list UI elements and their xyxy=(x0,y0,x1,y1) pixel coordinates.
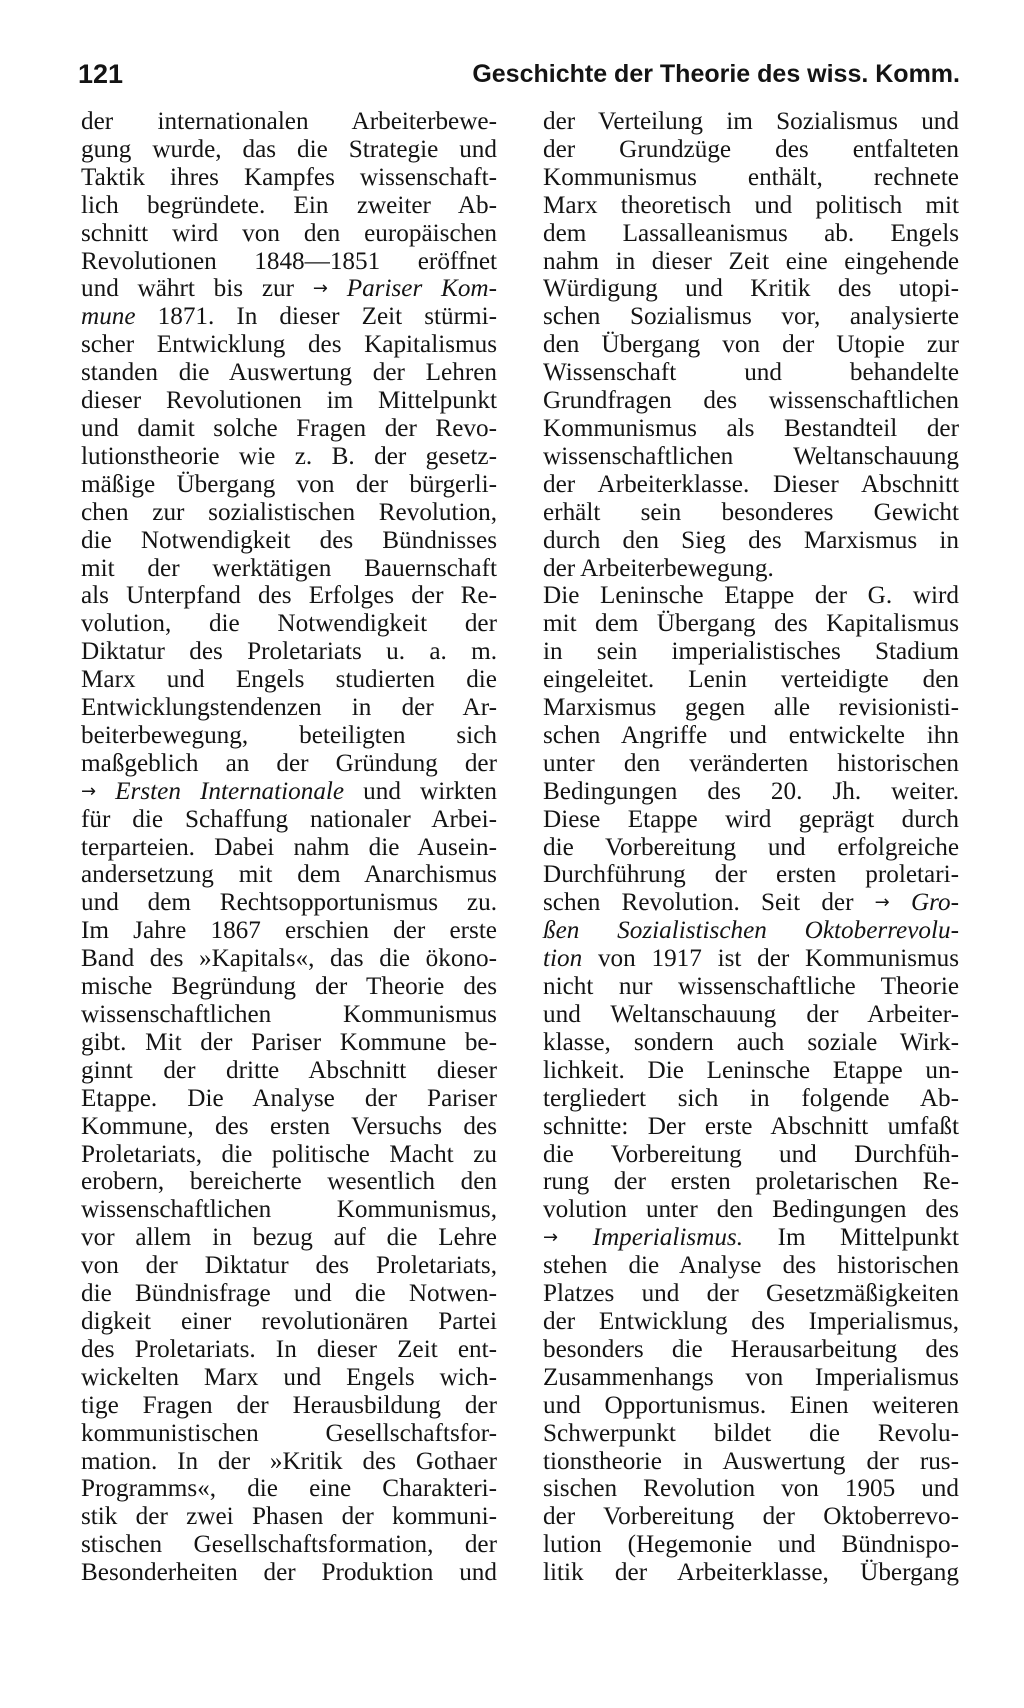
text-line: lichkeit. Die Leninsche Etappe un- xyxy=(543,1056,959,1084)
text-line: Bedingungen des 20. Jh. weiter. xyxy=(543,777,959,805)
text-line: kommunistischen Gesellschaftsfor- xyxy=(81,1419,497,1447)
text-line: Diese Etappe wird geprägt durch xyxy=(543,805,959,833)
text-line: der internationalen Arbeiterbewe- xyxy=(81,108,497,135)
text-line: die Notwendigkeit des Bündnisses xyxy=(81,526,497,554)
text-line: schen Sozialismus vor, analysierte xyxy=(543,303,959,331)
text-line: Taktik ihres Kampfes wissenschaft- xyxy=(81,163,497,191)
text-line: Marxismus gegen alle revisionisti- xyxy=(543,694,959,722)
text-line: lution (Hegemonie und Bündnispo- xyxy=(543,1531,959,1559)
text-line: wickelten Marx und Engels wich- xyxy=(81,1363,497,1391)
text-line: klasse, sondern auch soziale Wirk- xyxy=(543,1028,959,1056)
text-line: litik der Arbeiterklasse, Übergang xyxy=(543,1559,959,1587)
text-line: wissenschaftlichen Kommunismus, xyxy=(81,1196,497,1224)
text-line: die Vorbereitung und Durchfüh- xyxy=(543,1140,959,1168)
text-line: maßgeblich an der Gründung der xyxy=(81,749,497,777)
text-line: → Imperialismus. Im Mittelpunkt xyxy=(543,1224,959,1252)
text-line: tige Fragen der Herausbildung der xyxy=(81,1391,497,1419)
text-line: terparteien. Dabei nahm die Ausein- xyxy=(81,833,497,861)
text-line: und Opportunismus. Einen weiteren xyxy=(543,1391,959,1419)
text-line: Band des »Kapitals«, das die ökono- xyxy=(81,945,497,973)
text-line: für die Schaffung nationaler Arbei- xyxy=(81,805,497,833)
text-column-right xyxy=(543,108,959,1587)
text-line: besonders die Herausarbeitung des xyxy=(543,1335,959,1363)
text-line: beiterbewegung, beteiligten sich xyxy=(81,721,497,749)
text-line: digkeit einer revolutionären Partei xyxy=(81,1307,497,1335)
text-line: und damit solche Fragen der Revo- xyxy=(81,414,497,442)
text-line: stik der zwei Phasen der kommuni- xyxy=(81,1503,497,1531)
text-line: wissenschaftlichen Kommunismus xyxy=(81,1001,497,1028)
text-line: der Vorbereitung der Oktoberrevo- xyxy=(543,1503,959,1531)
text-line: der Entwicklung des Imperialismus, xyxy=(543,1307,959,1335)
text-line: stehen die Analyse des historischen xyxy=(543,1252,959,1280)
text-line: wissenschaftlichen Weltanschauung xyxy=(543,442,959,470)
text-line: volution, die Notwendigkeit der xyxy=(81,610,497,638)
text-line: Kommunismus enthält, rechnete xyxy=(543,163,959,191)
text-line: in sein imperialistisches Stadium xyxy=(543,638,959,666)
text-line: Platzes und der Gesetzmäßigkeiten xyxy=(543,1280,959,1308)
text-line: erhält sein besonderes Gewicht xyxy=(543,498,959,526)
text-line: gibt. Mit der Pariser Kommune be- xyxy=(81,1028,497,1056)
text-line: lutionstheorie wie z. B. der gesetz- xyxy=(81,442,497,470)
text-line: den Übergang von der Utopie zur xyxy=(543,331,959,359)
text-line: Etappe. Die Analyse der Pariser xyxy=(81,1084,497,1112)
text-line: Programms«, die eine Charakteri- xyxy=(81,1475,497,1503)
text-line: nahm in dieser Zeit eine eingehende xyxy=(543,247,959,275)
text-line: mune 1871. In dieser Zeit stürmi- xyxy=(81,303,497,331)
text-line: tergliedert sich in folgende Ab- xyxy=(543,1084,959,1112)
text-line: erobern, bereicherte wesentlich den xyxy=(81,1168,497,1196)
text-line: der Verteilung im Sozialismus und xyxy=(543,108,959,135)
text-line: schnitte: Der erste Abschnitt umfaßt xyxy=(543,1112,959,1140)
running-title: Geschichte der Theorie des wiss. Komm. xyxy=(472,60,960,88)
text-line: die Vorbereitung und erfolgreiche xyxy=(543,833,959,861)
text-line: Kommune, des ersten Versuchs des xyxy=(81,1112,497,1140)
text-line: schnitt wird von den europäischen xyxy=(81,219,497,247)
text-line: dieser Revolutionen im Mittelpunkt xyxy=(81,387,497,415)
text-line: mische Begründung der Theorie des xyxy=(81,973,497,1001)
text-line: der Grundzüge des entfalteten xyxy=(543,135,959,163)
text-line: andersetzung mit dem Anarchismus xyxy=(81,861,497,889)
text-line: gung wurde, das die Strategie und xyxy=(81,135,497,163)
text-line: die Bündnisfrage und die Notwen- xyxy=(81,1280,497,1308)
text-line: chen zur sozialistischen Revolution, xyxy=(81,498,497,526)
text-line: Diktatur des Proletariats u. a. m. xyxy=(81,638,497,666)
text-line: der Arbeiterbewegung. xyxy=(543,554,774,582)
text-line: und währt bis zur → Pariser Kom- xyxy=(81,275,497,303)
text-line: Durchführung der ersten proletari- xyxy=(543,861,959,889)
text-line: ginnt der dritte Abschnitt dieser xyxy=(81,1056,497,1084)
text-line: Grundfragen des wissenschaftlichen xyxy=(543,387,959,415)
text-line: mit der werktätigen Bauernschaft xyxy=(81,554,497,582)
text-line: Würdigung und Kritik des utopi- xyxy=(543,275,959,303)
text-line: der Arbeiterklasse. Dieser Abschnitt xyxy=(543,470,959,498)
text-line: Die Leninsche Etappe der G. wird xyxy=(543,582,959,610)
text-line: volution unter den Bedingungen des xyxy=(543,1196,959,1224)
text-line: dem Lassalleanismus ab. Engels xyxy=(543,219,959,247)
page-header xyxy=(78,56,960,92)
text-line: lich begründete. Ein zweiter Ab- xyxy=(81,191,497,219)
text-line: Proletariats, die politische Macht zu xyxy=(81,1140,497,1168)
text-line: Wissenschaft und behandelte xyxy=(543,359,959,387)
text-line: Zusammenhangs von Imperialismus xyxy=(543,1363,959,1391)
text-line: rung der ersten proletarischen Re- xyxy=(543,1168,959,1196)
text-line: von der Diktatur des Proletariats, xyxy=(81,1252,497,1280)
text-line: tion von 1917 ist der Kommunismus xyxy=(543,945,959,973)
text-line: Schwerpunkt bildet die Revolu- xyxy=(543,1419,959,1447)
text-line: und Weltanschauung der Arbeiter- xyxy=(543,1001,959,1028)
page-number: 121 xyxy=(78,59,124,89)
text-line: sischen Revolution von 1905 und xyxy=(543,1475,959,1503)
text-line: durch den Sieg des Marxismus in xyxy=(543,526,959,554)
text-line: Kommunismus als Bestandteil der xyxy=(543,414,959,442)
text-line: standen die Auswertung der Lehren xyxy=(81,359,497,387)
text-line: stischen Gesellschaftsformation, der xyxy=(81,1531,497,1559)
text-line: des Proletariats. In dieser Zeit ent- xyxy=(81,1335,497,1363)
text-line: nicht nur wissenschaftliche Theorie xyxy=(543,973,959,1001)
text-line: Besonderheiten der Produktion und xyxy=(81,1559,497,1587)
text-column-left xyxy=(81,108,497,1587)
text-line: Marx theoretisch und politisch mit xyxy=(543,191,959,219)
text-line: Revolutionen 1848—1851 eröffnet xyxy=(81,247,497,275)
text-line: schen Angriffe und entwickelte ihn xyxy=(543,721,959,749)
text-line: als Unterpfand des Erfolges der Re- xyxy=(81,582,497,610)
text-line: schen Revolution. Seit der → Gro- xyxy=(543,889,959,917)
text-line: eingeleitet. Lenin verteidigte den xyxy=(543,666,959,694)
text-line: → Ersten Internationale und wirkten xyxy=(81,777,497,805)
text-line: Marx und Engels studierten die xyxy=(81,666,497,694)
text-line: mit dem Übergang des Kapitalismus xyxy=(543,610,959,638)
text-line: mäßige Übergang von der bürgerli- xyxy=(81,470,497,498)
text-line: ßen Sozialistischen Oktoberrevolu- xyxy=(543,917,959,945)
text-line: unter den veränderten historischen xyxy=(543,749,959,777)
text-line: scher Entwicklung des Kapitalismus xyxy=(81,331,497,359)
text-line: Im Jahre 1867 erschien der erste xyxy=(81,917,497,945)
text-line: tionstheorie in Auswertung der rus- xyxy=(543,1447,959,1475)
text-line: und dem Rechtsopportunismus zu. xyxy=(81,889,497,917)
text-line: vor allem in bezug auf die Lehre xyxy=(81,1224,497,1252)
text-line: mation. In der »Kritik des Gothaer xyxy=(81,1447,497,1475)
text-line: Entwicklungstendenzen in der Ar- xyxy=(81,694,497,722)
